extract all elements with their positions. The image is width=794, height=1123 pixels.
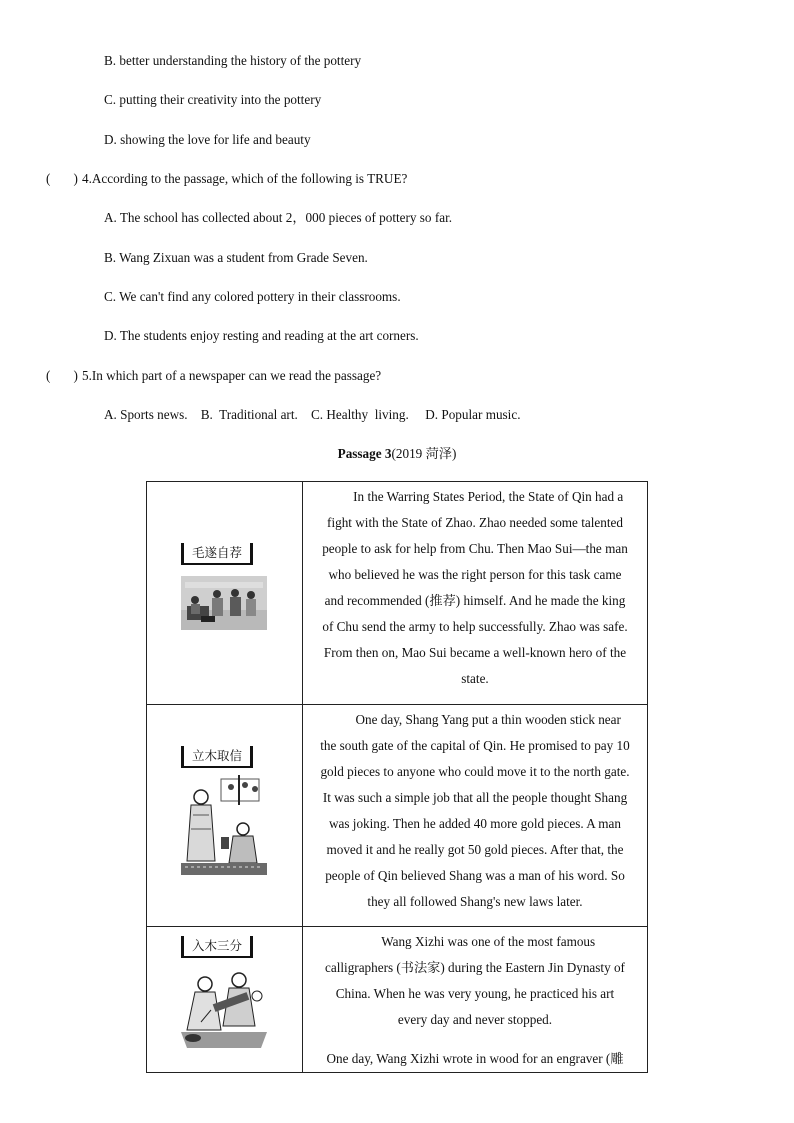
story-image-cell: [147, 482, 303, 705]
story-line: From then on, Mao Sui became a well-known hero of the: [323, 645, 627, 660]
option-3c: C. putting their creativity into the pottery: [104, 92, 322, 107]
option-4b: B. Wang Zixuan was a student from Grade Seven.: [104, 250, 368, 265]
shang-yang-illustration: [181, 771, 267, 875]
story-line: and recommended (推荐) himself. And he made the king: [324, 593, 626, 608]
story-line: people to ask for help from Chu. Then Mao Sui—the man: [322, 541, 628, 556]
option-5-choices: A. Sports news. B. Traditional art. C. Healthy living. D. Popular music.: [104, 407, 521, 422]
story-row: [147, 927, 648, 1073]
story-line: China. When he was very young, he practiced his art: [335, 986, 615, 1001]
story-text: [303, 705, 647, 915]
option-3d: D. showing the love for life and beauty: [104, 132, 311, 147]
story-text: [303, 927, 647, 1072]
story-text-cell: [303, 705, 648, 927]
idiom-tag: 毛遂自荐: [181, 543, 253, 563]
story-line: of Chu send the army to help successfully. Zhao was safe.: [322, 619, 628, 634]
mao-sui-illustration: [181, 576, 267, 630]
story-line: state.: [461, 671, 489, 686]
story-line: In the Warring States Period, the State of Qin had a: [353, 489, 624, 504]
answer-blank-5[interactable]: ( ): [46, 368, 78, 383]
story-line: One day, Shang Yang put a thin wooden stick near: [355, 712, 621, 727]
story-table: [146, 481, 648, 1073]
option-4d: D. The students enjoy resting and reading at the art corners.: [104, 328, 419, 343]
option-4c: C. We can't find any colored pottery in their classrooms.: [104, 289, 401, 304]
story-row: [147, 482, 648, 705]
story-line: fight with the State of Zhao. Zhao needed some talented: [327, 515, 623, 530]
story-line: who believed he was the right person for this task came: [328, 567, 622, 582]
question-5-stem: 5.In which part of a newspaper can we read the passage?: [82, 368, 382, 383]
story-text-cell: [303, 927, 648, 1073]
story-line: One day, Wang Xizhi wrote in wood for an engraver (雕: [326, 1051, 624, 1066]
story-line: people of Qin believed Shang was a man of his word. So: [325, 868, 625, 883]
story-line: the south gate of the capital of Qin. He promised to pay 10: [320, 738, 630, 753]
story-image-cell: [147, 705, 303, 927]
answer-blank-4[interactable]: ( ): [46, 171, 78, 186]
story-text: [303, 482, 647, 692]
passage-title-source: (2019 菏泽): [391, 446, 457, 461]
story-line: moved it and he really got 50 gold pieces. After that, the: [326, 842, 624, 857]
option-4a: A. The school has collected about 2，000 pieces of pottery so far.: [104, 210, 453, 225]
passage-title-label: Passage 3: [337, 446, 392, 461]
story-line: gold pieces to anyone who could move it to the north gate.: [320, 764, 630, 779]
passage-title: [0, 445, 794, 463]
story-line: It was such a simple job that all the people thought Shang: [322, 790, 628, 805]
story-line: they all followed Shang's new laws later.: [367, 894, 583, 909]
story-image-cell: [147, 927, 303, 1073]
idiom-tag: 入木三分: [181, 936, 253, 956]
story-line: every day and never stopped.: [397, 1012, 553, 1027]
story-line: was joking. Then he added 40 more gold pieces. A man: [328, 816, 622, 831]
wang-xizhi-illustration: [181, 966, 267, 1048]
story-text-cell: [303, 482, 648, 705]
idiom-tag: 立木取信: [181, 746, 253, 766]
option-3b: B. better understanding the history of the pottery: [104, 53, 362, 68]
question-4-stem: 4.According to the passage, which of the following is TRUE?: [82, 171, 408, 186]
story-row: [147, 705, 648, 927]
story-line: Wang Xizhi was one of the most famous: [381, 934, 596, 949]
story-line: calligraphers (书法家) during the Eastern Jin Dynasty of: [325, 960, 625, 975]
